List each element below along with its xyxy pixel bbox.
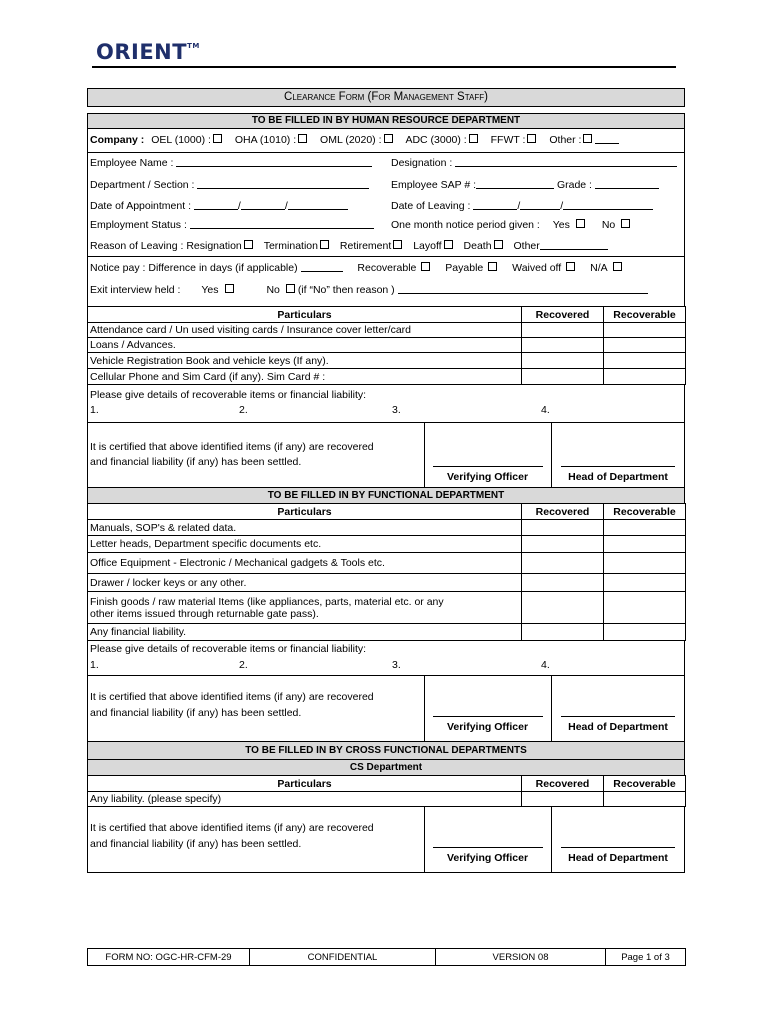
- orient-logo: ORIENT™: [96, 40, 200, 64]
- hr-items-table: [87, 306, 685, 385]
- functional-items-table: Particulars Recovered Recoverable Manuals, SOP's & related data. Letter heads, Department specific documents etc. Office Equipment - Electronic / Mechanical gadgets & Tools etc. Drawer / locker keys or any other. Finish goods / raw material Items (like appliances, parts, material etc. or any other items issued through returnable gate pass). Any financial liability.: [87, 503, 685, 641]
- cs-department-band: CS Department: [87, 760, 685, 776]
- table-row: Vehicle Registration Book and vehicle keys (If any).: [88, 353, 522, 369]
- checkbox[interactable]: [286, 284, 295, 293]
- table-row: Any liability. (please specify): [88, 792, 522, 807]
- signature-line[interactable]: [561, 716, 675, 717]
- designation-row: Designation :: [391, 157, 677, 169]
- checkbox[interactable]: [613, 262, 622, 271]
- grade-field[interactable]: [595, 179, 659, 189]
- hr-band: TO BE FILLED IN BY HUMAN RESOURCE DEPARTMENT: [87, 113, 685, 129]
- other-reason-field[interactable]: [540, 240, 608, 250]
- particulars-header: Particulars: [88, 307, 522, 323]
- signature-line[interactable]: [433, 716, 543, 717]
- functional-band: TO BE FILLED IN BY FUNCTIONAL DEPARTMENT: [87, 488, 685, 504]
- leaving-row: Date of Leaving : / /: [391, 200, 653, 212]
- checkbox[interactable]: [320, 240, 329, 249]
- version-label: VERSION 08: [436, 949, 606, 966]
- checkbox[interactable]: [566, 262, 575, 271]
- head-of-department-label: Head of Department: [568, 471, 668, 483]
- recovered-header: Recovered: [522, 307, 604, 323]
- form-number: FORM NO: OGC-HR-CFM-29: [88, 949, 250, 966]
- company-divider: [87, 152, 685, 153]
- checkbox[interactable]: [576, 219, 585, 228]
- confidential-label: CONFIDENTIAL: [250, 949, 436, 966]
- notice-days-field[interactable]: [301, 262, 343, 272]
- checkbox[interactable]: [384, 134, 393, 143]
- department-row: Department / Section :: [90, 179, 369, 191]
- reason-row: Reason of Leaving : Resignation Termination Retirement Layoff Death Other: [90, 240, 608, 252]
- footer: [87, 948, 685, 966]
- notice-pay-row: Notice pay : Difference in days (if applicable) Recoverable Payable Waived off N/A: [90, 262, 622, 274]
- checkbox[interactable]: [421, 262, 430, 271]
- table-row: Cellular Phone and Sim Card (if any). Sim Card # :: [88, 369, 522, 385]
- details-label: Please give details of recoverable items or financial liability:: [90, 389, 367, 401]
- table-row: Attendance card / Un used visiting cards / Insurance cover letter/card: [88, 323, 522, 338]
- signature-line[interactable]: [433, 466, 543, 467]
- table-row: Manuals, SOP's & related data.: [88, 520, 522, 536]
- employee-name-row: Employee Name :: [90, 157, 372, 169]
- checkbox[interactable]: [583, 134, 592, 143]
- exit-interview-row: Exit interview held : Yes No (if “No” then reason ): [90, 284, 648, 296]
- header-rule: [92, 66, 676, 68]
- table-row: Any financial liability.: [88, 624, 522, 641]
- appointment-date-field[interactable]: [288, 200, 348, 210]
- number-3: 3.: [392, 404, 401, 416]
- form-title: Clearance Form (For Management Staff): [87, 88, 685, 107]
- leaving-date-field[interactable]: [563, 200, 653, 210]
- checkbox[interactable]: [244, 240, 253, 249]
- recoverable-header: Recoverable: [604, 307, 686, 323]
- company-row: Company : OEL (1000) : OHA (1010) : OML (2020) : ADC (3000) : FFWT : Other :: [90, 134, 619, 146]
- cs-items-table: Particulars Recovered Recoverable Any liability. (please specify): [87, 775, 685, 807]
- cross-band: TO BE FILLED IN BY CROSS FUNCTIONAL DEPARTMENTS: [87, 742, 685, 760]
- sap-field[interactable]: [476, 179, 554, 189]
- checkbox[interactable]: [213, 134, 222, 143]
- table-row: Office Equipment - Electronic / Mechanical gadgets & Tools etc.: [88, 553, 522, 574]
- table-row: Letter heads, Department specific documents etc.: [88, 536, 522, 553]
- hr-fields-block: [87, 129, 685, 307]
- signature-line[interactable]: [561, 466, 675, 467]
- designation-field[interactable]: [455, 157, 677, 167]
- number-4: 4.: [541, 404, 550, 416]
- checkbox[interactable]: [225, 284, 234, 293]
- employment-status-field[interactable]: [190, 219, 374, 229]
- employment-status-row: Employment Status :: [90, 219, 374, 231]
- reason-divider: [87, 256, 685, 257]
- signature-line[interactable]: [433, 847, 543, 848]
- certify-text: It is certified that above identified items (if any) are recovered: [90, 441, 374, 453]
- notice-given-row: One month notice period given : Yes No: [391, 219, 630, 231]
- table-row: Drawer / locker keys or any other.: [88, 574, 522, 592]
- checkbox[interactable]: [393, 240, 402, 249]
- number-1: 1.: [90, 404, 99, 416]
- appointment-row: Date of Appointment : / /: [90, 200, 348, 212]
- signature-line[interactable]: [561, 847, 675, 848]
- employee-name-field[interactable]: [176, 157, 372, 167]
- page-number: Page 1 of 3: [606, 949, 686, 966]
- sap-row: Employee SAP # : Grade :: [391, 179, 659, 191]
- certify-text: and financial liability (if any) has been settled.: [90, 456, 302, 468]
- checkbox[interactable]: [527, 134, 536, 143]
- table-row: Loans / Advances.: [88, 338, 522, 353]
- number-2: 2.: [239, 404, 248, 416]
- checkbox[interactable]: [621, 219, 630, 228]
- checkbox[interactable]: [469, 134, 478, 143]
- verifying-officer-label: Verifying Officer: [446, 471, 529, 483]
- checkbox[interactable]: [494, 240, 503, 249]
- other-field[interactable]: [595, 134, 619, 144]
- exit-reason-field[interactable]: [398, 284, 648, 294]
- checkbox[interactable]: [444, 240, 453, 249]
- department-field[interactable]: [197, 179, 369, 189]
- table-row: Finish goods / raw material Items (like appliances, parts, material etc. or any other items issued through returnable gate pass).: [88, 592, 522, 624]
- checkbox[interactable]: [298, 134, 307, 143]
- checkbox[interactable]: [488, 262, 497, 271]
